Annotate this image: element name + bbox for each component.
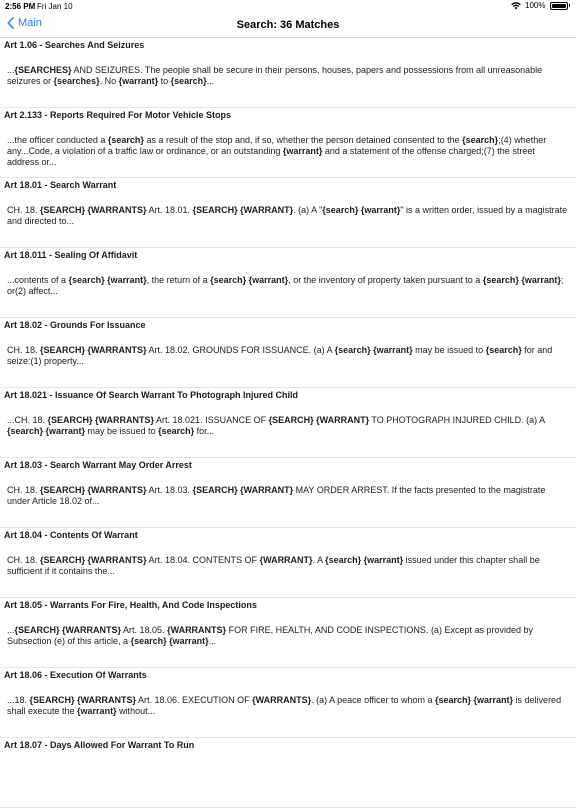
list-item[interactable] xyxy=(0,318,576,388)
list-item[interactable] xyxy=(0,528,576,598)
battery-fill xyxy=(552,4,566,8)
list-item[interactable] xyxy=(0,598,576,668)
navigation-bar xyxy=(0,14,576,38)
result-title: Art 18.02 - Grounds For Issuance xyxy=(4,320,146,330)
result-title: Art 18.04 - Contents Of Warrant xyxy=(4,530,138,540)
list-item[interactable] xyxy=(0,108,576,178)
list-item[interactable] xyxy=(0,178,576,248)
result-snippet: CH. 18. {SEARCH} {WARRANTS} Art. 18.04. CONTENTS OF {WARRANT}. A {search} {warrant} issued under this chapter shall be sufficient if it contains the... xyxy=(7,555,540,576)
result-snippet: CH. 18. {SEARCH} {WARRANTS} Art. 18.03. {SEARCH} {WARRANT} MAY ORDER ARREST. If the facts presented to the magistrate under Article 18.02 of... xyxy=(7,485,546,506)
result-title: Art 18.07 - Days Allowed For Warrant To Run xyxy=(4,740,195,750)
result-title: Art 18.03 - Search Warrant May Order Arrest xyxy=(4,460,192,470)
result-title: Art 18.05 - Warrants For Fire, Health, And Code Inspections xyxy=(4,600,257,610)
battery-percent: 100% xyxy=(525,1,546,10)
battery-tip xyxy=(569,4,571,7)
result-snippet: ...{SEARCHES} AND SEIZURES. The people shall be secure in their persons, houses, papers and possessions from all unreasonable seizures or {searches}. No {warrant} to {search}... xyxy=(7,65,543,86)
status-right xyxy=(511,1,570,10)
list-item[interactable] xyxy=(0,248,576,318)
search-results-list xyxy=(0,38,576,808)
result-snippet: CH. 18. {SEARCH} {WARRANTS} Art. 18.02. GROUNDS FOR ISSUANCE. (a) A {search} {warrant} may be issued to {search} for and seize:(1) property... xyxy=(7,345,553,366)
list-item[interactable] xyxy=(0,38,576,108)
status-date: Fri Jan 10 xyxy=(37,2,73,11)
result-snippet: ...18. {SEARCH} {WARRANTS} Art. 18.06. EXECUTION OF {WARRANTS}. (a) A peace officer to whom a {search} {warrant} is delivered shall execute the {warrant} without... xyxy=(7,695,562,716)
result-snippet: ...CH. 18. {SEARCH} {WARRANTS} Art. 18.021. ISSUANCE OF {SEARCH} {WARRANT} TO PHOTOGRAPH INJURED CHILD. (a) A {search} {warrant} may be issued to {search} for... xyxy=(7,415,545,436)
result-title: Art 18.01 - Search Warrant xyxy=(4,180,117,190)
result-snippet: ...contents of a {search} {warrant}, the return of a {search} {warrant}, or the inventory of property taken pursuant to a {search} {warrant}; or(2) affect... xyxy=(7,275,564,296)
result-title: Art 18.021 - Issuance Of Search Warrant To Photograph Injured Child xyxy=(4,390,299,400)
result-snippet: CH. 18. {SEARCH} {WARRANTS} Art. 18.01. {SEARCH} {WARRANT}. (a) A "{search} {warrant}" is a written order, issued by a magistrate and directed to... xyxy=(7,205,568,226)
result-title: Art 18.011 - Sealing Of Affidavit xyxy=(4,250,138,260)
list-item[interactable] xyxy=(0,458,576,528)
list-item[interactable] xyxy=(0,388,576,458)
list-item[interactable] xyxy=(0,668,576,738)
status-bar xyxy=(0,0,576,14)
result-title: Art 18.06 - Execution Of Warrants xyxy=(4,670,147,680)
result-snippet: ...{SEARCH} {WARRANTS} Art. 18.05. {WARRANTS} FOR FIRE, HEALTH, AND CODE INSPECTIONS. (a) Except as provided by Subsection (e) of this article, a {search} {warrant}... xyxy=(7,625,533,646)
status-time: 2:56 PM xyxy=(5,2,36,11)
battery-icon xyxy=(550,2,568,10)
result-snippet: ...the officer conducted a {search} as a result of the stop and, if so, whether the person detained consented to the {search};(4) whether any...Code, a violation of a traffic law or ordinance, or an outstanding {warrant} and a statement of the offense charged;(7) the street address or... xyxy=(7,135,547,167)
list-item[interactable] xyxy=(0,738,576,808)
page-title: Search: 36 Matches xyxy=(236,19,340,31)
result-title: Art 1.06 - Searches And Seizures xyxy=(4,40,145,50)
wifi-icon xyxy=(511,2,521,10)
result-title: Art 2.133 - Reports Required For Motor Vehicle Stops xyxy=(4,110,232,120)
back-button-label: Main xyxy=(18,17,42,29)
